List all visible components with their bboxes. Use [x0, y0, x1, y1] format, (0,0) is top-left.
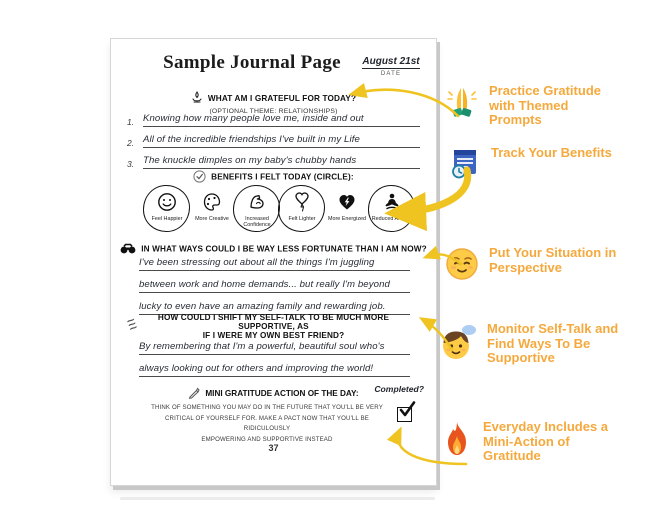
benefit-more-creative[interactable] [190, 185, 234, 237]
grateful-list [127, 113, 420, 176]
self-talk-waves-icon [127, 317, 140, 334]
checkmark-icon [399, 401, 419, 421]
benefit-reduced-anxiety[interactable] [370, 185, 414, 237]
callout-text: Track Your Benefits [491, 145, 612, 160]
completed-label: Completed? [374, 384, 424, 394]
date-value: August 21st [362, 56, 420, 67]
list-item[interactable] [127, 134, 420, 148]
benefit-increased-confidence[interactable] [235, 185, 279, 237]
praying-hands-icon [444, 84, 480, 125]
list-item[interactable] [127, 155, 420, 169]
handwritten-line: By remembering that I'm a powerful, beautiful soul who's [139, 341, 410, 355]
selftalk-section-heading [111, 313, 436, 340]
action-line: THINK OF SOMETHING YOU MAY DO IN THE FUTURE THAT YOU'LL BE VERY [151, 404, 383, 411]
hand-drawn-circle [143, 185, 190, 232]
list-item[interactable] [127, 113, 420, 127]
date-block [354, 51, 428, 77]
benefit-label: More Creative [195, 216, 229, 222]
action-instructions [151, 403, 383, 446]
callout-monitor-selftalk [440, 322, 620, 367]
benefit-more-energized[interactable] [325, 185, 369, 237]
benefit-tracker-icon [448, 146, 482, 185]
callout-text: Practice Gratitude with Themed Prompts [489, 83, 601, 128]
hand-drawn-circle [278, 185, 325, 232]
benefits-heading-text: BENEFITS I FELT TODAY (CIRCLE): [211, 172, 354, 182]
hand-drawn-circle [233, 185, 280, 232]
fortune-section-heading [111, 243, 436, 256]
benefits-section-heading [111, 170, 436, 185]
list-item-text: The knuckle dimples on my baby's chubby hands [143, 155, 420, 169]
binoculars-icon [120, 243, 136, 256]
selftalk-heading-line1: HOW COULD I SHIFT MY SELF-TALK TO BE MUCH MORE SUPPORTIVE, AS [157, 313, 390, 331]
benefit-label: Reduced Anxiety [371, 216, 413, 222]
benefits-row [145, 185, 414, 237]
self-talk-face-icon [440, 322, 478, 367]
relieved-face-icon [444, 246, 480, 287]
selftalk-answer[interactable] [139, 341, 410, 385]
handwritten-line: between work and home demands... but really I'm beyond [139, 279, 410, 293]
page-shadow [120, 497, 435, 500]
benefit-felt-lighter[interactable] [280, 185, 324, 237]
callout-track-benefits [448, 146, 618, 185]
list-item-text: Knowing how many people love me, inside and out [143, 113, 420, 127]
callout-practice-gratitude [444, 84, 619, 128]
list-item-number: 1. [127, 117, 135, 127]
journal-page [110, 38, 437, 486]
gratitude-hands-icon [191, 91, 203, 107]
action-line: EMPOWERING AND SUPPORTIVE INSTEAD [201, 435, 333, 443]
grateful-section-heading [111, 91, 436, 115]
benefit-label: More Energized [327, 216, 367, 222]
callout-text: Put Your Situation in Perspective [489, 245, 617, 275]
callout-text: Everyday Includes a Mini-Action of Gratitude [483, 419, 609, 464]
handwritten-line: I've been stressing out about all the things I'm juggling [139, 257, 410, 271]
handwritten-line: lucky to even have an amazing family and rewarding job. [139, 301, 410, 315]
creative-palette-icon [202, 190, 222, 214]
benefit-label: Felt Lighter [288, 216, 316, 222]
completed-checkbox[interactable] [397, 407, 412, 422]
page-number: 37 [268, 443, 279, 453]
list-item-text: All of the incredible friendships I've built in my Life [143, 134, 420, 148]
callout-text: Monitor Self-Talk and Find Ways To Be Supportive [487, 321, 619, 366]
page-title: Sample Journal Page [163, 52, 341, 73]
heart-bolt-icon [337, 190, 357, 214]
date-label: DATE [380, 71, 402, 77]
list-item-number: 3. [127, 159, 135, 169]
handwritten-line: always looking out for others and improving the world! [139, 363, 410, 377]
grateful-heading-text: WHAT AM I GRATEFUL FOR TODAY? [207, 94, 357, 104]
benefit-label: Feel Happier [151, 216, 183, 222]
selftalk-heading-line2: IF I WERE MY OWN BEST FRIEND? [202, 331, 345, 340]
check-circle-icon [193, 170, 206, 185]
flame-icon [440, 420, 474, 465]
hand-drawn-circle [368, 185, 415, 232]
grateful-subheading: (OPTIONAL THEME: RELATIONSHIPS) [209, 108, 338, 115]
benefit-label: Increased Confidence [243, 216, 271, 229]
benefit-feel-happier[interactable] [145, 185, 189, 237]
callout-perspective [444, 246, 619, 287]
action-heading-text: MINI GRATITUDE ACTION OF THE DAY: [205, 389, 359, 399]
list-item-number: 2. [127, 138, 135, 148]
callout-mini-action [440, 420, 625, 465]
writing-hand-icon [188, 387, 200, 401]
action-line: CRITICAL OF YOURSELF FOR. MAKE A PACT NOW THAT YOU'LL BE RIDICULOUSLY [164, 414, 370, 433]
fortune-heading-text: IN WHAT WAYS COULD I BE WAY LESS FORTUNATE THAN I AM NOW? [141, 244, 427, 254]
